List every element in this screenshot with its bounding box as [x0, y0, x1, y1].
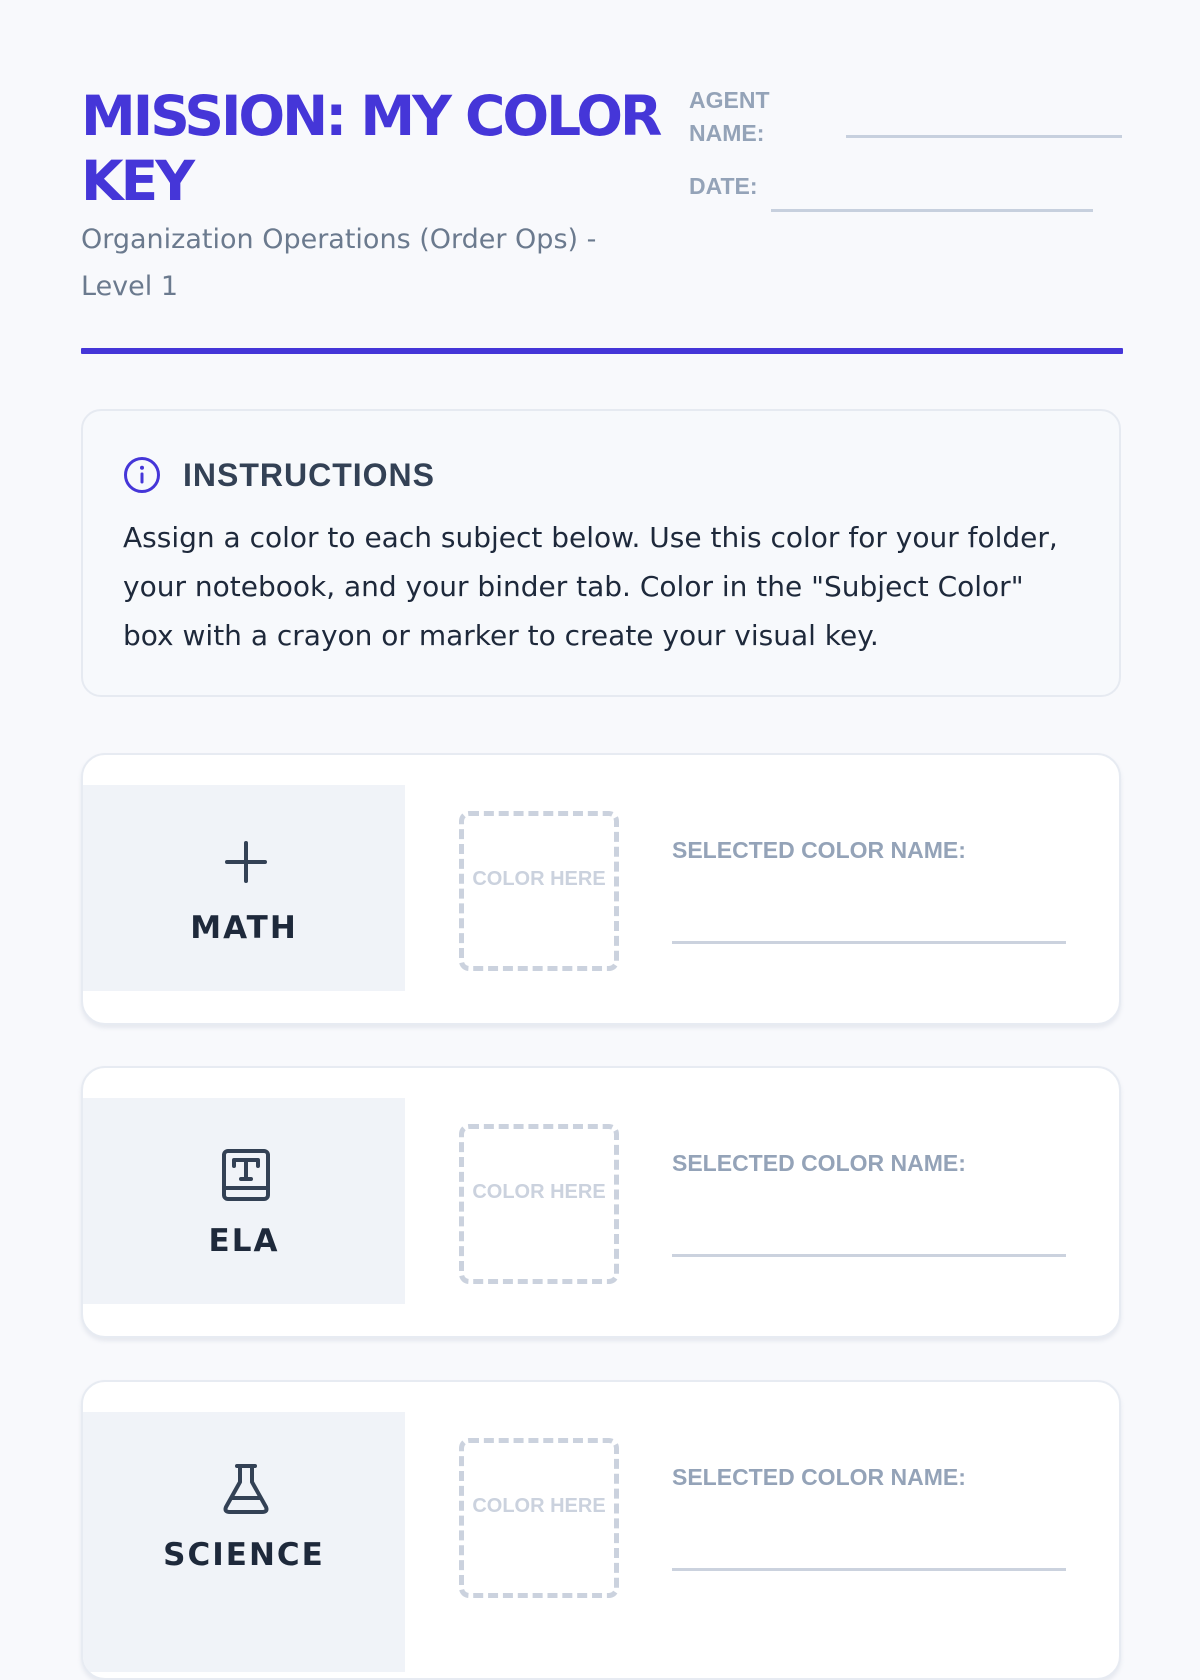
subject-name: MATH: [190, 910, 298, 946]
subject-name: SCIENCE: [163, 1537, 325, 1573]
subject-card-science: [81, 1380, 1121, 1680]
plus-icon: [219, 835, 273, 889]
info-circle-icon: [123, 456, 161, 494]
color-swatch-box[interactable]: [459, 811, 619, 971]
selected-color-field[interactable]: [672, 941, 1066, 944]
color-swatch-box[interactable]: [459, 1438, 619, 1598]
color-here-placeholder: COLOR HERE: [472, 1495, 606, 1517]
instructions-title: INSTRUCTIONS: [183, 457, 435, 493]
selected-color-field[interactable]: [672, 1254, 1066, 1257]
agent-name-label: AGENT NAME:: [689, 87, 770, 146]
subject-label-panel: [83, 1098, 405, 1304]
date-label: DATE:: [689, 173, 758, 199]
subject-card-math: [81, 753, 1121, 1025]
instructions-text: Assign a color to each subject below. Use this color for your folder, your notebook, and your binder tab. Color in the "Subject Color" box with a crayon or marker to create your visual key.: [123, 521, 1058, 652]
selected-color-label: SELECTED COLOR NAME:: [672, 1150, 966, 1176]
selected-color-label: SELECTED COLOR NAME:: [672, 837, 966, 863]
agent-name-field[interactable]: [846, 135, 1122, 138]
selected-color-label: SELECTED COLOR NAME:: [672, 1464, 966, 1490]
subject-name: ELA: [208, 1223, 280, 1259]
subject-label-panel: [83, 1412, 405, 1672]
header-divider: [81, 348, 1123, 354]
book-icon: [219, 1148, 273, 1202]
color-here-placeholder: COLOR HERE: [472, 1181, 606, 1203]
subject-label-panel: [83, 785, 405, 991]
subject-card-ela: [81, 1066, 1121, 1338]
color-swatch-box[interactable]: [459, 1124, 619, 1284]
date-field[interactable]: [771, 209, 1093, 212]
selected-color-field[interactable]: [672, 1568, 1066, 1571]
instructions-panel: [81, 409, 1121, 697]
color-here-placeholder: COLOR HERE: [472, 868, 606, 890]
page-subtitle: Organization Operations (Order Ops) - Level 1: [81, 224, 597, 302]
flask-icon: [219, 1462, 273, 1516]
page-title: MISSION: MY COLOR KEY: [81, 84, 660, 213]
